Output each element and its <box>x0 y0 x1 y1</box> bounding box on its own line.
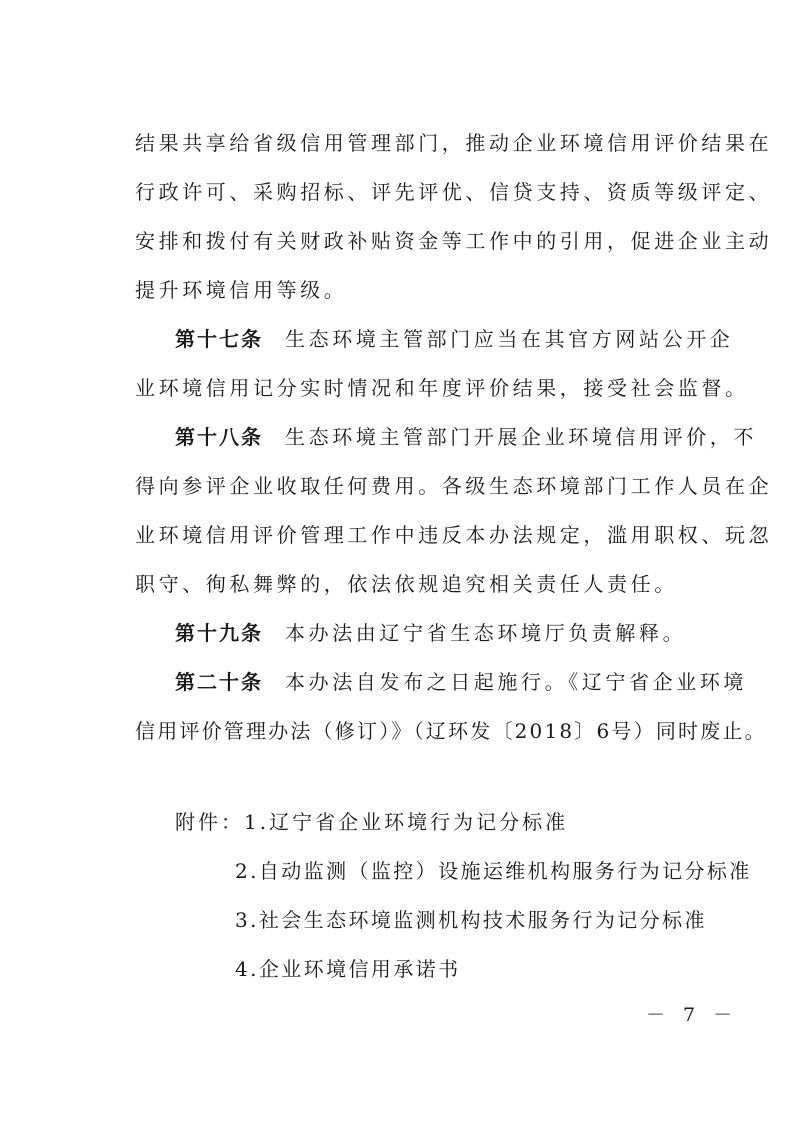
page-number: － 7 － <box>646 1004 739 1026</box>
attachments-first <box>175 810 568 834</box>
attachment-item: 2.自动监测（监控）设施运维机构服务行为记分标准 <box>235 859 752 883</box>
article-19 <box>175 621 686 645</box>
paragraph-line: 业环境信用记分实时情况和年度评价结果，接受社会监督。 <box>135 376 749 400</box>
article-17 <box>175 327 733 351</box>
article-label: 第十七条 <box>175 327 263 351</box>
paragraph-line: 得向参评企业收取任何费用。各级生态环境部门工作人员在企 <box>135 474 773 498</box>
article-label: 第十八条 <box>175 425 263 449</box>
attachment-item: 4.企业环境信用承诺书 <box>235 957 461 981</box>
article-text: 本办法由辽宁省生态环境厅负责解释。 <box>285 621 687 645</box>
paragraph-line: 业环境信用评价管理工作中违反本办法规定，滥用职权、玩忽 <box>135 523 773 547</box>
paragraph-line: 信用评价管理办法（修订）》（辽环发〔2018〕6号）同时废止。 <box>135 719 767 743</box>
attachments-label: 附件： <box>175 810 244 834</box>
paragraph-line: 结果共享给省级信用管理部门，推动企业环境信用评价结果在 <box>135 131 773 155</box>
paragraph-line: 安排和拨付有关财政补贴资金等工作中的引用，促进企业主动 <box>135 229 773 253</box>
article-text: 生态环境主管部门开展企业环境信用评价，不 <box>285 425 757 449</box>
article-18 <box>175 425 757 449</box>
attachment-item: 3.社会生态环境监测机构技术服务行为记分标准 <box>235 908 707 932</box>
paragraph-line: 行政许可、采购招标、评先评优、信贷支持、资质等级评定、 <box>135 180 773 204</box>
article-label: 第十九条 <box>175 621 263 645</box>
attachment-item: 1.辽宁省企业环境行为记分标准 <box>244 810 569 834</box>
paragraph-line: 提升环境信用等级。 <box>135 278 348 302</box>
article-20 <box>175 670 747 694</box>
paragraph-line: 职守、徇私舞弊的，依法依规追究相关责任人责任。 <box>135 572 678 596</box>
article-text: 生态环境主管部门应当在其官方网站公开企 <box>285 327 734 351</box>
article-text: 本办法自发布之日起施行。《辽宁省企业环境 <box>285 670 747 694</box>
article-label: 第二十条 <box>175 670 263 694</box>
